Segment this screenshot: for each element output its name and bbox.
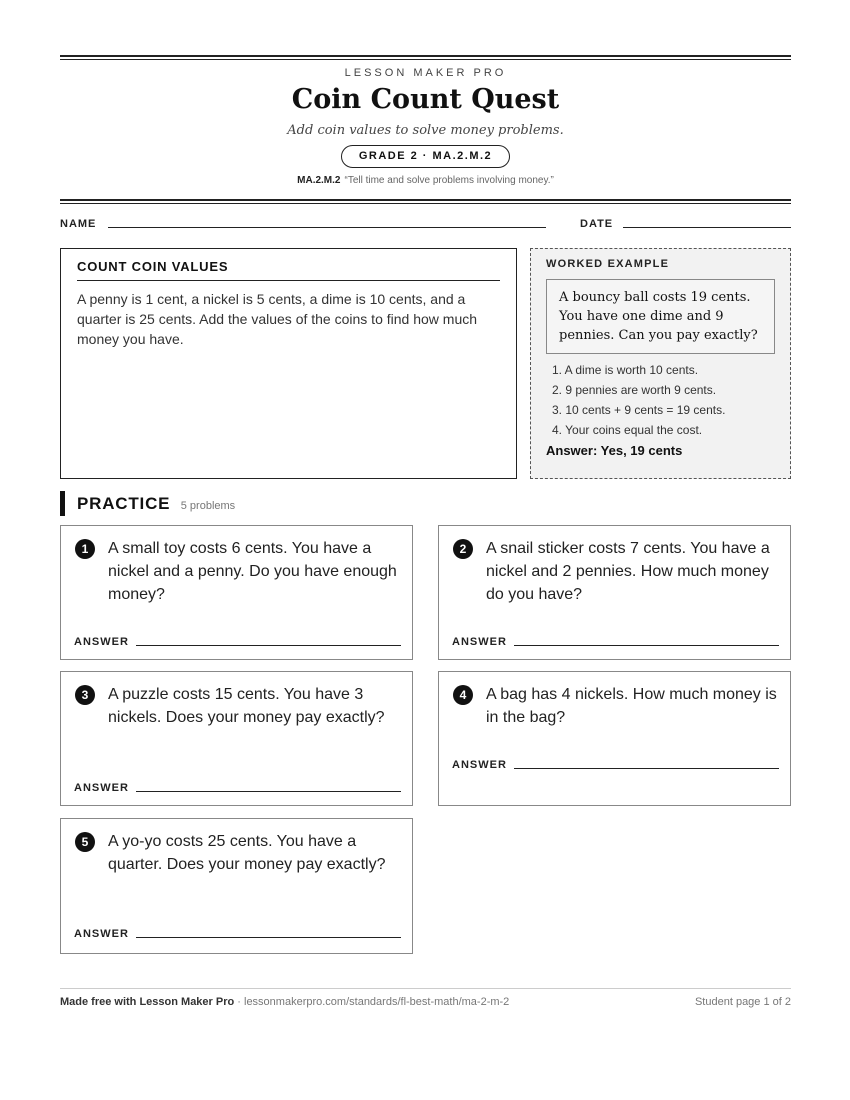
concept-box bbox=[60, 248, 517, 479]
problem-text: A snail sticker costs 7 cents. You have a nickel and 2 pennies. How much money do you have? bbox=[486, 540, 770, 603]
problem-card-5 bbox=[60, 818, 413, 954]
footer-url: · lessonmakerpro.com/standards/fl-best-math/ma-2-m-2 bbox=[234, 996, 510, 1008]
page-title: Coin Count Quest bbox=[291, 84, 560, 115]
problem-number: 3 bbox=[75, 685, 95, 705]
problem-card-3 bbox=[60, 671, 413, 806]
worked-example-step: 1. A dime is worth 10 cents. bbox=[552, 363, 699, 377]
worked-example-problem: A bouncy ball costs 19 cents. You have one dime and 9 pennies. Can you pay exactly? bbox=[546, 279, 775, 354]
practice-heading bbox=[60, 491, 235, 516]
brand-name: LESSON MAKER PRO bbox=[344, 67, 507, 79]
problem-text: A puzzle costs 15 cents. You have 3 nickels. Does your money pay exactly? bbox=[108, 686, 385, 726]
practice-count: 5 problems bbox=[180, 500, 236, 512]
answer-field-3[interactable] bbox=[136, 791, 401, 792]
header-bottom-rule bbox=[60, 199, 791, 204]
problem-text: A bag has 4 nickels. How much money is in the bag? bbox=[486, 686, 777, 726]
worked-example-title: WORKED EXAMPLE bbox=[546, 258, 670, 270]
problem-text: A yo-yo costs 25 cents. You have a quarter. Does your money pay exactly? bbox=[108, 833, 386, 873]
answer-field-4[interactable] bbox=[514, 768, 779, 769]
footer-page-number: Student page 1 of 2 bbox=[694, 996, 791, 1008]
worksheet-page bbox=[60, 0, 791, 1100]
problem-card-1 bbox=[60, 525, 413, 660]
standard-line bbox=[60, 175, 791, 186]
worked-example-step: 2. 9 pennies are worth 9 cents. bbox=[552, 383, 717, 397]
worked-example-steps bbox=[546, 360, 775, 440]
answer-field-2[interactable] bbox=[514, 645, 779, 646]
answer-label: ANSWER bbox=[452, 759, 507, 771]
name-label: NAME bbox=[60, 218, 97, 230]
name-field[interactable] bbox=[108, 227, 546, 228]
worked-example-answer: Answer: Yes, 19 cents bbox=[546, 443, 683, 458]
problem-number: 2 bbox=[453, 539, 473, 559]
answer-label: ANSWER bbox=[452, 636, 507, 648]
problem-number: 1 bbox=[75, 539, 95, 559]
problem-number: 5 bbox=[75, 832, 95, 852]
answer-label: ANSWER bbox=[74, 782, 129, 794]
problem-text: A small toy costs 6 cents. You have a nickel and a penny. Do you have enough money? bbox=[108, 540, 397, 603]
worked-example-box bbox=[530, 248, 791, 479]
standard-text: “Tell time and solve problems involving money.” bbox=[344, 175, 554, 186]
answer-field-5[interactable] bbox=[136, 937, 401, 938]
footer-credit bbox=[60, 996, 509, 1008]
standard-code: MA.2.M.2 bbox=[297, 175, 341, 186]
problem-card-4 bbox=[438, 671, 791, 806]
answer-label: ANSWER bbox=[74, 928, 129, 940]
footer-made-with: Made free with Lesson Maker Pro bbox=[60, 996, 235, 1008]
practice-title: PRACTICE bbox=[77, 494, 171, 513]
header-top-rule bbox=[60, 55, 791, 60]
concept-title: COUNT COIN VALUES bbox=[77, 259, 500, 281]
worked-example-step: 4. Your coins equal the cost. bbox=[552, 423, 703, 437]
footer-rule bbox=[60, 988, 791, 989]
page-subtitle: Add coin values to solve money problems. bbox=[287, 123, 564, 138]
problem-number: 4 bbox=[453, 685, 473, 705]
problem-card-2 bbox=[438, 525, 791, 660]
grade-badge: GRADE 2 · MA.2.M.2 bbox=[341, 145, 510, 168]
date-label: DATE bbox=[580, 218, 614, 230]
answer-label: ANSWER bbox=[74, 636, 129, 648]
answer-field-1[interactable] bbox=[136, 645, 401, 646]
concept-text: A penny is 1 cent, a nickel is 5 cents, a dime is 10 cents, and a quarter is 25 cents. Add the values of the coins to find how much money you have. bbox=[77, 291, 478, 347]
date-field[interactable] bbox=[623, 227, 791, 228]
worked-example-step: 3. 10 cents + 9 cents = 19 cents. bbox=[552, 403, 726, 417]
